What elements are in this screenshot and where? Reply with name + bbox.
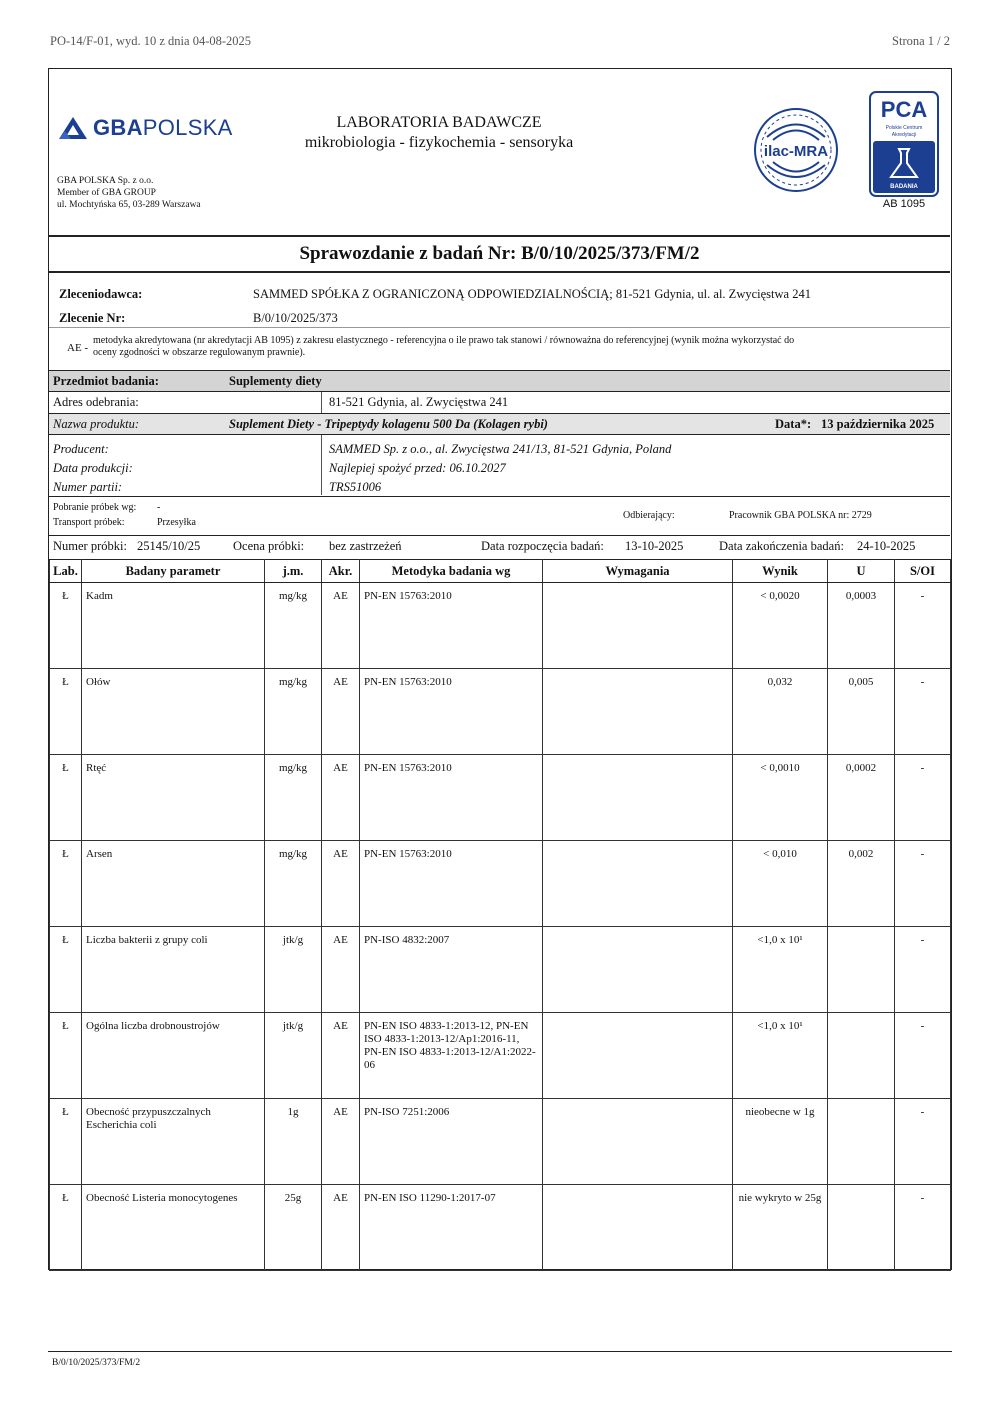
cell-akr: AE <box>322 1013 360 1099</box>
cell-u: 0,005 <box>828 669 895 755</box>
header-param: Badany parametr <box>82 560 265 583</box>
producer-value: SAMMED Sp. z o.o., al. Zwycięstwa 241/13, 81-521 Gdynia, Poland <box>329 442 672 456</box>
cell-unit: mg/kg <box>265 841 322 927</box>
pca-badania: BADANIA <box>890 184 918 190</box>
subject-value: Suplementy diety <box>229 374 322 388</box>
header-u: U <box>828 560 895 583</box>
table-row <box>50 1099 951 1185</box>
lab-title <box>299 113 579 153</box>
start-date-label: Data rozpoczęcia badań: <box>481 539 604 553</box>
sample-number-value: 25145/10/25 <box>137 539 201 553</box>
cell-akr: AE <box>322 927 360 1013</box>
transport-label: Transport próbek: <box>53 517 125 528</box>
cell-u <box>828 927 895 1013</box>
cell-req <box>543 841 733 927</box>
cell-unit: jtk/g <box>265 1013 322 1099</box>
company-line2: Member of GBA GROUP <box>57 188 156 198</box>
table-row <box>50 755 951 841</box>
logo-text-light: POLSKA <box>142 115 233 140</box>
cell-param: Rtęć <box>82 755 265 841</box>
cell-unit: jtk/g <box>265 927 322 1013</box>
cell-method: PN-ISO 4832:2007 <box>360 927 543 1013</box>
company-info <box>57 175 201 211</box>
cell-result: nieobecne w 1g <box>733 1099 828 1185</box>
ae-line1: metodyka akredytowana (nr akredytacji AB 1095) z zakresu elastycznego - referencyjna o ile prawo tak stanowi / równoważna do referencyjnej (wynik można wykorzystać do <box>93 335 795 346</box>
cell-akr: AE <box>322 1185 360 1271</box>
cell-result: 0,032 <box>733 669 828 755</box>
header-akr: Akr. <box>322 560 360 583</box>
batch-label: Numer partii: <box>53 480 123 494</box>
sample-info-row <box>49 536 950 559</box>
ae-note <box>49 327 950 368</box>
table-row <box>50 1185 951 1271</box>
receiver-label: Odbierający: <box>623 510 675 521</box>
cell-lab: Ł <box>50 669 82 755</box>
cell-soi: - <box>895 669 951 755</box>
producer-block <box>49 435 950 497</box>
client-value: SAMMED SPÓŁKA Z OGRANICZONĄ ODPOWIEDZIALNOŚCIĄ; 81-521 Gdynia, ul. al. Zwycięstwa 241 <box>253 287 811 301</box>
cell-u: 0,0002 <box>828 755 895 841</box>
end-date-value: 24-10-2025 <box>857 539 916 553</box>
cell-req <box>543 669 733 755</box>
pca-text: PCA <box>880 97 928 122</box>
pca-sub2: Akredytacji <box>891 132 917 138</box>
cell-param: Obecność przypuszczalnych Escherichia coli <box>82 1099 265 1185</box>
cell-method: PN-EN 15763:2010 <box>360 755 543 841</box>
batch-value: TRS51006 <box>329 480 382 494</box>
cell-lab: Ł <box>50 841 82 927</box>
producer-label: Producent: <box>53 442 109 456</box>
cell-param: Arsen <box>82 841 265 927</box>
ae-code: AE - <box>67 342 89 354</box>
pca-sub1: Polskie Centrum <box>885 125 923 131</box>
header-method: Metodyka badania wg <box>360 560 543 583</box>
cell-unit: mg/kg <box>265 583 322 669</box>
product-label: Nazwa produktu: <box>53 417 139 431</box>
header-result: Wynik <box>733 560 828 583</box>
cell-soi: - <box>895 927 951 1013</box>
cell-unit: 25g <box>265 1185 322 1271</box>
assessment-label: Ocena próbki: <box>233 539 305 553</box>
table-row <box>50 583 951 669</box>
production-date-value: Najlepiej spożyć przed: 06.10.2027 <box>329 461 506 475</box>
logo-text-bold: GBA <box>93 115 143 140</box>
ae-line2: oceny zgodności w obszarze regulowanym prawnie). <box>93 347 306 358</box>
cell-unit: 1g <box>265 1099 322 1185</box>
gba-logo-icon <box>59 116 89 140</box>
product-date-label: Data*: <box>775 417 812 431</box>
cell-param: Ogólna liczba drobnoustrojów <box>82 1013 265 1099</box>
pca-logo-icon <box>869 91 939 197</box>
cell-lab: Ł <box>50 1185 82 1271</box>
product-row <box>49 413 950 435</box>
cell-lab: Ł <box>50 1099 82 1185</box>
report-title: Sprawozdanie z badań Nr: B/0/10/2025/373/FM/2 <box>49 235 950 273</box>
cell-akr: AE <box>322 841 360 927</box>
assessment-value: bez zastrzeżeń <box>329 539 402 553</box>
pickup-address-row <box>49 392 950 413</box>
cell-lab: Ł <box>50 927 82 1013</box>
end-date-label: Data zakończenia badań: <box>719 539 844 553</box>
table-row <box>50 669 951 755</box>
cell-lab: Ł <box>50 755 82 841</box>
cell-result: nie wykryto w 25g <box>733 1185 828 1271</box>
cell-req <box>543 1099 733 1185</box>
form-code: PO-14/F-01, wyd. 10 z dnia 04-08-2025 <box>50 34 252 48</box>
header-soi: S/OI <box>895 560 951 583</box>
cell-param: Ołów <box>82 669 265 755</box>
order-value: B/0/10/2025/373 <box>253 311 338 325</box>
lab-title-line1: LABORATORIA BADAWCZE <box>336 114 542 131</box>
product-date-value: 13 października 2025 <box>821 417 935 431</box>
cell-result: < 0,010 <box>733 841 828 927</box>
cell-unit: mg/kg <box>265 755 322 841</box>
header-unit: j.m. <box>265 560 322 583</box>
cell-result: < 0,0010 <box>733 755 828 841</box>
cell-lab: Ł <box>50 583 82 669</box>
header-lab: Lab. <box>50 560 82 583</box>
cell-u <box>828 1099 895 1185</box>
cell-method: PN-EN ISO 4833-1:2013-12, PN-EN ISO 4833-1:2013-12/Ap1:2016-11, PN-EN ISO 4833-1:2013-12/A1:2022-06 <box>360 1013 543 1099</box>
cell-u <box>828 1013 895 1099</box>
results-table <box>49 559 951 1271</box>
production-date-label: Data produkcji: <box>53 461 133 475</box>
subject-label: Przedmiot badania: <box>53 374 159 388</box>
order-label: Zlecenie Nr: <box>59 311 126 325</box>
company-line3: ul. Mochtyńska 65, 03-289 Warszawa <box>57 200 201 210</box>
sampling-label: Pobranie próbek wg: <box>53 502 137 513</box>
pickup-address-value: 81-521 Gdynia, al. Zwycięstwa 241 <box>329 395 509 409</box>
pickup-address-label: Adres odebrania: <box>53 395 139 409</box>
ilac-text: ilac-MRA <box>763 143 829 160</box>
sampling-value: - <box>157 502 161 513</box>
transport-value: Przesyłka <box>157 517 196 528</box>
table-row <box>50 841 951 927</box>
cell-req <box>543 927 733 1013</box>
page-number: Strona 1 / 2 <box>892 34 950 48</box>
sampling-row <box>49 498 950 536</box>
cell-akr: AE <box>322 583 360 669</box>
cell-soi: - <box>895 1099 951 1185</box>
cell-method: PN-EN 15763:2010 <box>360 583 543 669</box>
sample-number-label: Numer próbki: <box>53 539 127 553</box>
cell-u: 0,0003 <box>828 583 895 669</box>
cell-req <box>543 1013 733 1099</box>
cell-soi: - <box>895 1013 951 1099</box>
receiver-value: Pracownik GBA POLSKA nr: 2729 <box>729 510 872 521</box>
cell-req <box>543 583 733 669</box>
cell-soi: - <box>895 755 951 841</box>
gba-logo <box>59 115 233 141</box>
subject-row <box>49 370 950 392</box>
accreditation-number: AB 1095 <box>882 198 926 210</box>
client-label: Zleceniodawca: <box>59 287 143 301</box>
table-header-row <box>50 560 951 583</box>
cell-method: PN-EN 15763:2010 <box>360 669 543 755</box>
cell-method: PN-EN ISO 11290-1:2017-07 <box>360 1185 543 1271</box>
cell-u <box>828 1185 895 1271</box>
cell-soi: - <box>895 841 951 927</box>
cell-result: < 0,0020 <box>733 583 828 669</box>
cell-lab: Ł <box>50 1013 82 1099</box>
ilac-mra-logo-icon <box>753 107 839 193</box>
product-value: Suplement Diety - Tripeptydy kolagenu 500 Da (Kolagen rybi) <box>229 417 548 431</box>
cell-result: <1,0 x 10¹ <box>733 927 828 1013</box>
table-row <box>50 1013 951 1099</box>
company-line1: GBA POLSKA Sp. z o.o. <box>57 176 154 186</box>
cell-akr: AE <box>322 1099 360 1185</box>
footer-report-ref: B/0/10/2025/373/FM/2 <box>52 1358 141 1368</box>
header-requirements: Wymagania <box>543 560 733 583</box>
cell-req <box>543 1185 733 1271</box>
cell-param: Liczba bakterii z grupy coli <box>82 927 265 1013</box>
cell-akr: AE <box>322 669 360 755</box>
lab-title-line2: mikrobiologia - fizykochemia - sensoryka <box>304 134 574 151</box>
cell-soi: - <box>895 1185 951 1271</box>
cell-req <box>543 755 733 841</box>
cell-u: 0,002 <box>828 841 895 927</box>
cell-akr: AE <box>322 755 360 841</box>
start-date-value: 13-10-2025 <box>625 539 684 553</box>
table-row <box>50 927 951 1013</box>
cell-param: Kadm <box>82 583 265 669</box>
cell-unit: mg/kg <box>265 669 322 755</box>
cell-method: PN-ISO 7251:2006 <box>360 1099 543 1185</box>
footer-divider <box>48 1351 952 1352</box>
cell-param: Obecność Listeria monocytogenes <box>82 1185 265 1271</box>
cell-result: <1,0 x 10¹ <box>733 1013 828 1099</box>
report-frame <box>48 68 952 1270</box>
cell-soi: - <box>895 583 951 669</box>
cell-method: PN-EN 15763:2010 <box>360 841 543 927</box>
